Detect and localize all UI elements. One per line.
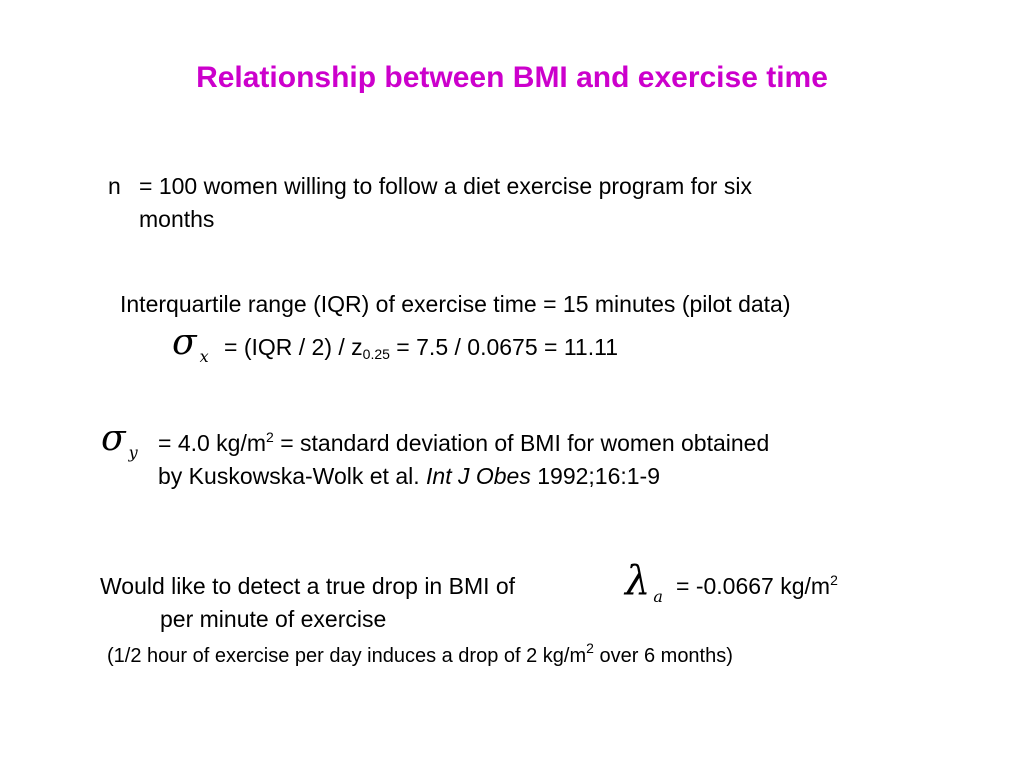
- sigma-glyph: σ: [172, 322, 197, 363]
- effect-note-part-b: over 6 months): [593, 645, 733, 667]
- effect-value: [676, 570, 838, 603]
- iqr-statement: Interquartile range (IQR) of exercise time = 15 minutes (pilot data): [120, 291, 791, 317]
- effect-value-number: = -0.0667 kg/m: [676, 573, 831, 599]
- sample-description-line2: months: [139, 206, 215, 232]
- sigma-y-symbol: [101, 418, 138, 462]
- lambda-a-subscript: a: [653, 587, 663, 606]
- sd-description: = standard deviation of BMI for women obtained: [273, 430, 770, 456]
- z-subscript: 0.25: [362, 346, 390, 362]
- sigma-glyph: σ: [101, 418, 126, 459]
- sigma-x-symbol: [172, 322, 209, 366]
- effect-note-exponent: 2: [586, 640, 594, 656]
- effect-line1: Would like to detect a true drop in BMI of: [100, 573, 516, 599]
- sample-label: n: [108, 173, 121, 199]
- formula-part-b: = 7.5 / 0.0675 = 11.11: [389, 334, 618, 360]
- sd-citation-journal: Int J Obes: [426, 463, 531, 489]
- effect-line2: per minute of exercise: [160, 606, 387, 632]
- sd-line2: [158, 460, 660, 493]
- sd-citation-authors: by Kuskowska-Wolk et al.: [158, 463, 427, 489]
- sd-value: = 4.0 kg/m: [158, 430, 267, 456]
- lambda-glyph: λ: [625, 558, 651, 604]
- formula-part-a: = (IQR / 2) / z: [224, 334, 363, 360]
- sd-unit-exponent: 2: [266, 429, 274, 445]
- sigma-y-subscript: y: [128, 443, 138, 462]
- sd-line1: [158, 427, 769, 460]
- sample-description-line1: = 100 women willing to follow a diet exercise program for six: [139, 173, 752, 199]
- effect-unit-exponent: 2: [830, 572, 838, 588]
- sd-citation-details: 1992;16:1-9: [530, 463, 661, 489]
- effect-note: [107, 640, 733, 673]
- effect-note-part-a: (1/2 hour of exercise per day induces a drop of 2 kg/m: [107, 645, 587, 667]
- sigma-x-subscript: x: [199, 347, 209, 366]
- sigma-x-formula: [224, 331, 618, 364]
- lambda-a-symbol: [625, 558, 663, 604]
- slide-title: Relationship between BMI and exercise time: [196, 61, 828, 94]
